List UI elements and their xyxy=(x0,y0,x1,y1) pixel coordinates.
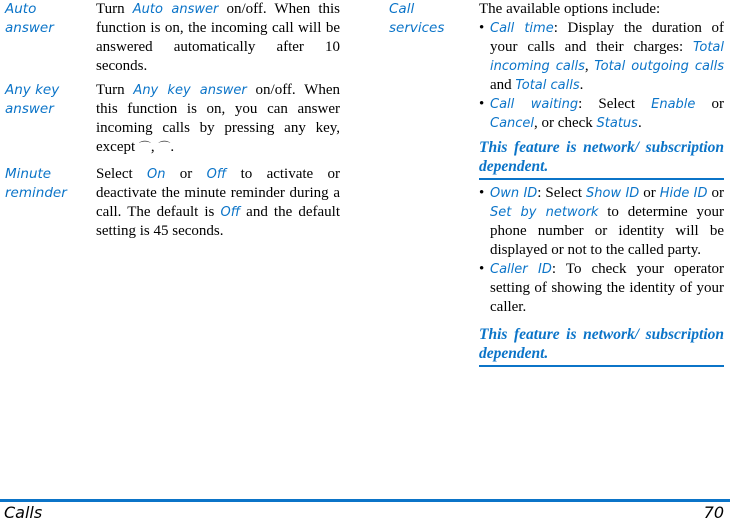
auto-answer-term: Auto answer xyxy=(132,2,219,17)
on-term: On xyxy=(146,167,166,182)
minute-reminder-text: Select On or Off to activate or deactivate the minute reminder during a call. The default is Off and the default setting is 45 seconds. xyxy=(96,166,341,239)
any-key-answer-label: Any key answer xyxy=(5,82,60,117)
network-note-2: This feature is network/ subscription dependent. xyxy=(479,325,724,367)
call-services-intro: The available options include: xyxy=(479,1,661,17)
list-item: • Own ID: Select Show ID or Hide ID or Set by network to determine your phone number or identity will be displayed or not to the called party. xyxy=(479,184,724,260)
auto-answer-text: Turn Auto answer on/off. When this function is on, the incoming call will be answered automatically after 10 seconds. xyxy=(96,1,340,74)
auto-answer-label: Auto answer xyxy=(5,1,54,36)
end-key-icon: ⌒ xyxy=(138,140,151,154)
call-key-icon: ⌒ xyxy=(158,140,171,154)
off-default-term: Off xyxy=(220,205,241,220)
call-services-list-a xyxy=(479,19,724,133)
any-key-answer-text: Turn Any key answer on/off. When this function is on, you can answer incoming calls by pressing any key, except ⌒, ⌒. xyxy=(96,82,340,155)
any-key-answer-term: Any key answer xyxy=(133,83,247,98)
list-item: • Call waiting: Select Enable or Cancel, or check Status. xyxy=(479,95,724,133)
list-item: • Call time: Display the duration of your calls and their charges: Total incoming calls, Total outgoing calls and Total calls. xyxy=(479,19,724,95)
page-number: 70 xyxy=(703,503,724,522)
network-note-1: This feature is network/ subscription dependent. xyxy=(479,138,724,180)
call-services-label: Call services xyxy=(389,1,445,36)
call-services-list-b xyxy=(479,184,724,317)
minute-reminder-label: Minute reminder xyxy=(5,166,67,201)
footer-rule xyxy=(0,499,730,502)
footer-section-title: Calls xyxy=(4,503,43,522)
list-item: • Caller ID: To check your operator setting of showing the identity of your caller. xyxy=(479,260,724,317)
off-term: Off xyxy=(206,167,227,182)
